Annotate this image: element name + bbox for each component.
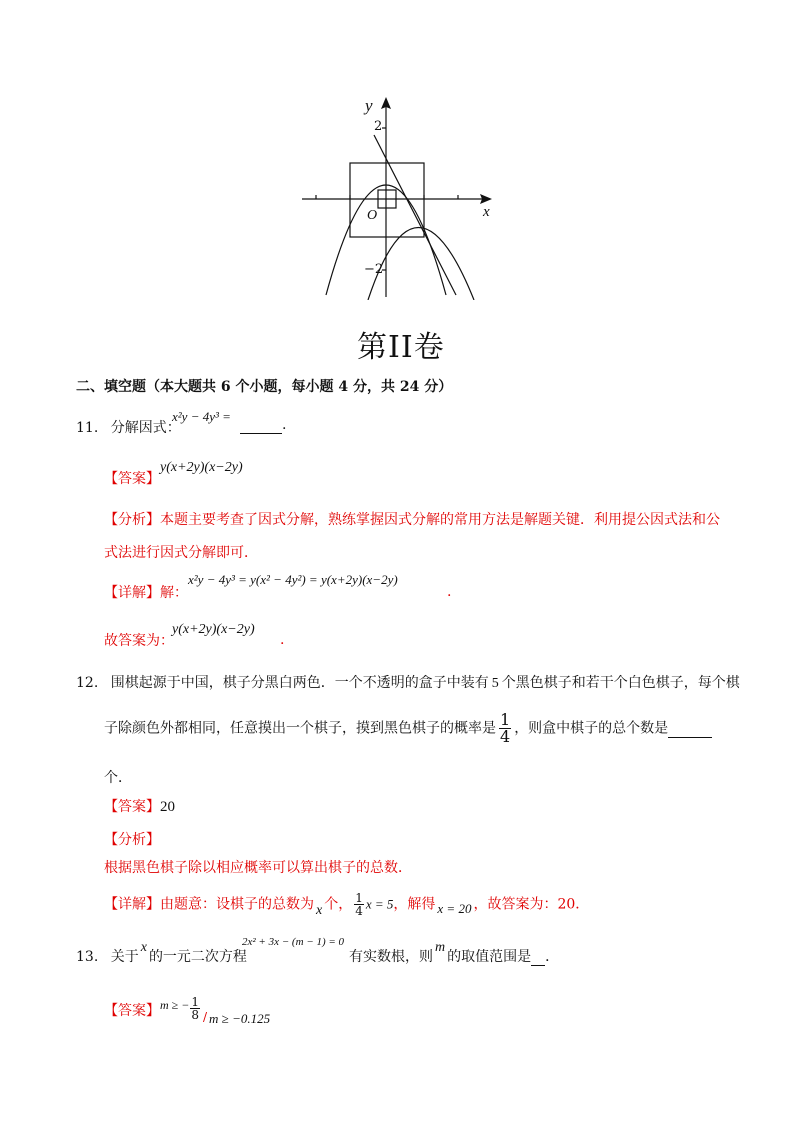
q13-answer-tag: 【答案】 xyxy=(104,1002,160,1019)
q11-final-label: 故答案为： xyxy=(104,633,174,649)
q13-part5: ． xyxy=(545,949,560,965)
q12-line2-part2: ，则盒中棋子的总个数是 xyxy=(514,720,669,737)
q13-line xyxy=(76,940,247,966)
q12-count-black: 5 xyxy=(491,676,499,691)
q13-equation: 2x² + 3x − (m − 1) = 0 xyxy=(242,936,345,948)
tick-label-pos-2: 2 xyxy=(374,119,383,134)
q12-detail-part1: 由题意：设棋子的总数为 xyxy=(160,896,314,913)
q11-detail-tag: 【详解】 xyxy=(104,585,160,601)
q12-line2-part1: 子除颜色外都相同，任意摸出一个棋子，摸到黑色棋子的概率是 xyxy=(104,720,496,737)
q11-number: 11. xyxy=(76,420,99,436)
q11-final-math: y(x+2y)(x−2y) xyxy=(172,622,255,637)
q12-prob-numerator: 1 xyxy=(500,710,511,729)
q13-answer-alt: m ≥ −0.125 xyxy=(209,1010,271,1026)
q12-line1-part2: 个黑色棋子和若干个白色棋子，每个棋 xyxy=(501,675,740,691)
q11-end: . xyxy=(282,417,287,433)
q13-answer-fraction xyxy=(190,996,200,1021)
q12-answer-line xyxy=(104,796,175,816)
q13-number: 13. xyxy=(76,949,99,965)
q13-answer-denominator: 8 xyxy=(191,1008,199,1022)
function-graph-figure xyxy=(296,95,506,300)
q12-answer: 20 xyxy=(160,799,175,815)
q13-part4: 的取值范围是 xyxy=(447,949,532,965)
q12-eq-denominator: 4 xyxy=(355,904,363,918)
tick-label-neg-2: −2 xyxy=(364,262,384,277)
q12-line1-part1: 围棋起源于中国，棋子分黑白两色．一个不透明的盒子中装有 xyxy=(110,675,489,691)
q13-part3: 有实数根，则 xyxy=(349,949,433,965)
q11-analysis-text1: 本题主要考查了因式分解，熟练掌握因式分解的常用方法是解题关键．利用提公因式法和公 xyxy=(160,512,720,528)
q12-detail-part2: 个， xyxy=(324,896,353,913)
q12-eq-fraction xyxy=(354,892,364,917)
q11-answer-blank xyxy=(240,417,282,434)
q11-detail-end: . xyxy=(447,584,452,600)
q13-line-tail xyxy=(349,940,560,966)
q13-answer-separator: / xyxy=(203,1009,208,1024)
q11-final-end: . xyxy=(280,632,285,648)
q13-part1: 关于 xyxy=(110,949,139,965)
q12-detail-var: x xyxy=(316,902,323,918)
q13-answer-prefix: m ≥ − xyxy=(160,997,190,1012)
q12-probability-fraction xyxy=(499,712,511,745)
q11-detail-tag-line xyxy=(104,582,188,602)
q13-answer-numerator: 1 xyxy=(191,995,199,1009)
q12-analysis-text: 根据黑色棋子除以相应概率可以算出棋子的总数． xyxy=(104,860,412,876)
q13-part2: 的一元二次方程 xyxy=(148,949,247,965)
q12-line3: 个． xyxy=(104,770,132,786)
q11-line xyxy=(76,417,181,437)
q12-detail-part3: ，解得 xyxy=(393,896,436,913)
q11-analysis-tag: 【分析】 xyxy=(104,512,160,528)
q13-var-x: x xyxy=(140,940,147,955)
q12-line1 xyxy=(76,672,740,692)
q13-answer-line xyxy=(104,990,271,1026)
q11-detail-prefix: 解： xyxy=(160,585,188,601)
q11-blank-row xyxy=(240,417,286,434)
q12-prob-denominator: 4 xyxy=(500,727,511,746)
part-heading: 二、填空题（本大题共 6 个小题，每小题 4 分，共 24 分） xyxy=(76,379,453,395)
q12-eq-numerator: 1 xyxy=(355,891,363,905)
q12-detail-line xyxy=(104,892,589,917)
lower-parabola xyxy=(368,228,474,301)
q11-analysis-line2: 式法进行因式分解即可． xyxy=(104,545,258,561)
q12-answer-blank xyxy=(668,721,712,738)
q11-detail-math: x²y − 4y³ = y(x² − 4y²) = y(x+2y)(x−2y) xyxy=(188,572,398,587)
section-title: 第II卷 xyxy=(357,330,445,365)
q12-answer-tag: 【答案】 xyxy=(104,799,160,815)
q12-detail-tag: 【详解】 xyxy=(104,896,160,913)
origin-label: O xyxy=(367,208,378,223)
outer-square xyxy=(350,163,424,237)
q13-answer-blank xyxy=(531,949,545,966)
q11-answer: y(x+2y)(x−2y) xyxy=(160,460,243,475)
q12-line2 xyxy=(104,712,712,745)
q11-prompt: 分解因式： xyxy=(110,420,181,436)
q12-number: 12. xyxy=(76,675,99,691)
q12-eq-rest: x = 5 xyxy=(365,896,394,912)
q13-var-m: m xyxy=(435,940,446,955)
q11-answer-tag: 【答案】 xyxy=(104,471,160,487)
y-axis-label: y xyxy=(365,96,373,115)
q12-analysis-tag: 【分析】 xyxy=(104,832,160,848)
q12-solution: x = 20 xyxy=(437,900,472,916)
q11-expression: x²y − 4y³ = xyxy=(172,409,231,424)
q12-detail-part4: ，故答案为：20． xyxy=(473,896,590,913)
q11-analysis-line1 xyxy=(104,509,720,529)
x-axis-label: x xyxy=(483,204,490,220)
